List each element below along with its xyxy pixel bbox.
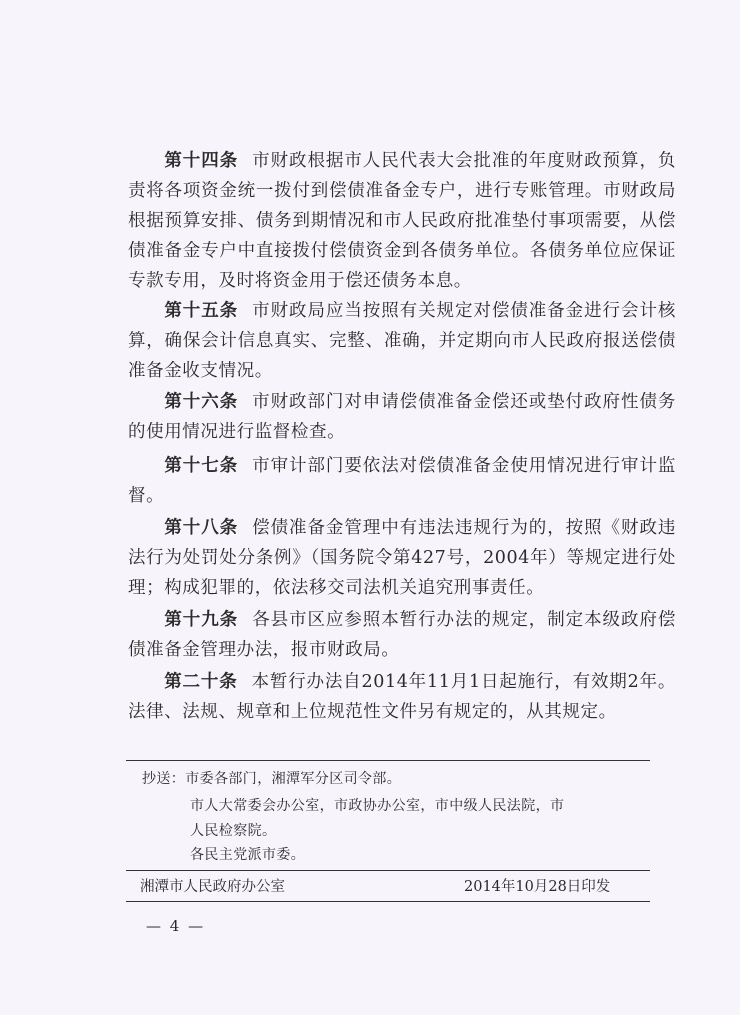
article-18	[128, 513, 676, 603]
article-label: 第十五条	[164, 301, 239, 321]
cc-line-3: 人民检察院。	[190, 823, 277, 839]
article-label: 第十六条	[164, 392, 239, 412]
article-text: 市财政根据市人民代表大会批准的年度财政预算，负责将各项资金统一拨付到偿债准备金专户，进行专账管理。市财政局根据预算安排、债务到期情况和市人民政府批准垫付事项需要，从偿债准备金专户中直接拨付偿债资金到各债务单位。各债务单位应保证专款专用，及时将资金用于偿还债务本息。	[128, 151, 676, 291]
article-text: 偿债准备金管理中有违法违规行为的，按照《财政违法行为处罚处分条例》（国务院令第427号，2004年）等规定进行处理；构成犯罪的，依法移交司法机关追究刑事责任。	[128, 518, 676, 598]
article-text: 本暂行办法自2014年11月1日起施行，有效期2年。法律、法规、规章和上位规范性文件另有规定的，从其规定。	[128, 672, 677, 722]
article-label: 第十七条	[164, 456, 239, 476]
cc-label: 抄送：	[142, 771, 186, 787]
issuer-name: 湘潭市人民政府办公室	[140, 879, 285, 895]
cc-recipients-1: 市委各部门，湘潭军分区司令部。	[185, 771, 402, 787]
article-label: 第十八条	[164, 518, 239, 538]
article-17	[128, 451, 676, 511]
article-text: 各县市区应参照本暂行办法的规定，制定本级政府偿债准备金管理办法，报市财政局。	[128, 610, 676, 660]
article-15	[128, 296, 676, 386]
footer-bottom-rule	[126, 901, 650, 902]
issue-date: 2014年10月28日印发	[464, 879, 611, 895]
article-label: 第二十条	[164, 672, 238, 692]
cc-line-4: 各民主党派市委。	[190, 847, 306, 863]
article-16	[128, 387, 676, 447]
article-14	[128, 146, 676, 296]
cc-top-rule	[126, 760, 650, 761]
cc-line-1	[142, 766, 401, 792]
cc-line-2: 市人大常委会办公室，市政协办公室，市中级人民法院，市	[190, 798, 565, 814]
article-text: 市财政部门对申请偿债准备金偿还或垫付政府性债务的使用情况进行监督检查。	[128, 392, 676, 442]
article-20	[128, 667, 676, 727]
article-label: 第十四条	[164, 151, 239, 171]
page-number: — 4 —	[146, 917, 206, 935]
article-19	[128, 605, 676, 665]
article-label: 第十九条	[164, 610, 239, 630]
article-text: 市审计部门要依法对偿债准备金使用情况进行审计监督。	[128, 456, 676, 506]
footer-top-rule	[126, 870, 650, 871]
article-text: 市财政局应当按照有关规定对偿债准备金进行会计核算，确保会计信息真实、完整、准确，并定期向市人民政府报送偿债准备金收支情况。	[128, 301, 676, 381]
